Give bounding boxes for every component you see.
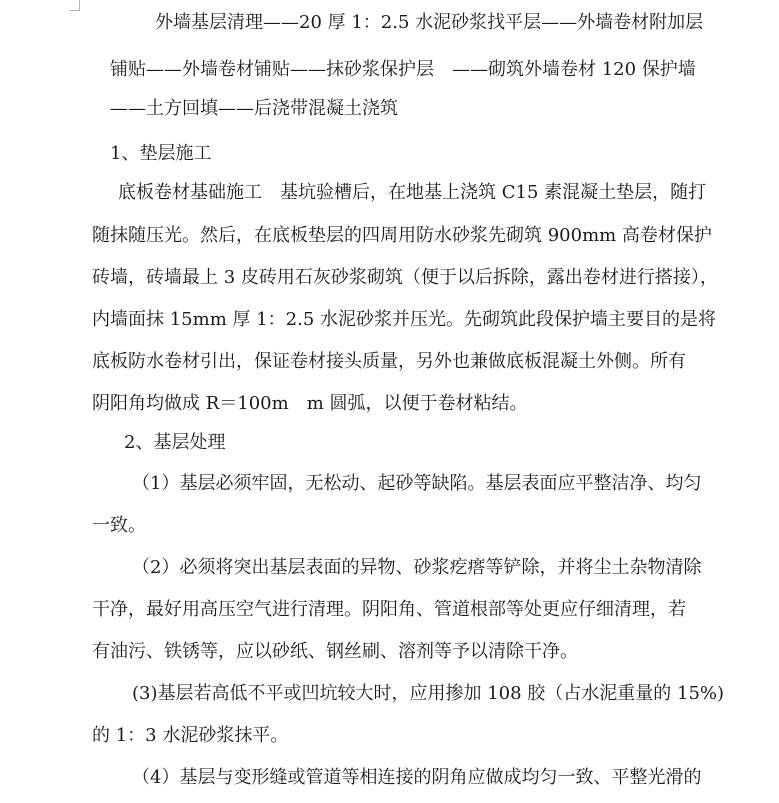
paragraph-line-7: 砖墙，砖墙最上 3 皮砖用石灰砂浆砌筑（便于以后拆除，露出卷材进行搭接），	[92, 267, 718, 288]
paragraph-line-17: (3)基层若高低不平或凹坑较大时，应用掺加 108 胶（占水泥重量的 15%)	[132, 683, 725, 704]
paragraph-line-8: 内墙面抹 15mm 厚 1：2.5 水泥砂浆并压光。先砌筑此段保护墙主要目的是将	[92, 309, 717, 330]
paragraph-line-2: 铺贴——外墙卷材铺贴——抹砂浆保护层 ——砌筑外墙卷材 120 保护墙	[110, 59, 696, 80]
paragraph-line-14: （2）必须将突出基层表面的异物、砂浆疙瘩等铲除，并将尘土杂物清除	[132, 557, 702, 578]
paragraph-line-6: 随抹随压光。然后，在底板垫层的四周用防水砂浆先砌筑 900mm 高卷材保护	[92, 225, 712, 246]
page-corner-mark	[69, 0, 80, 11]
paragraph-line-18: 的 1：3 水泥砂浆抹平。	[92, 725, 289, 746]
paragraph-line-9: 底板防水卷材引出，保证卷材接头质量，另外也兼做底板混凝土外侧。所有	[92, 351, 686, 372]
paragraph-line-10: 阴阳角均做成 R＝100m m 圆弧，以便于卷材粘结。	[92, 393, 528, 414]
paragraph-line-15: 干净，最好用高压空气进行清理。阴阳角、管道根部等处更应仔细清理，若	[92, 599, 686, 620]
section-heading-base-treatment: 2、基层处理	[124, 432, 226, 453]
paragraph-line-19: （4）基层与变形缝或管道等相连接的阴角应做成均匀一致、平整光滑的	[132, 767, 702, 788]
paragraph-line-1: 外墙基层清理——20 厚 1：2.5 水泥砂浆找平层——外墙卷材附加层	[155, 12, 704, 33]
paragraph-line-13: 一致。	[92, 515, 146, 536]
section-heading-cushion: 1、垫层施工	[110, 143, 212, 164]
paragraph-line-16: 有油污、铁锈等，应以砂纸、钢丝刷、溶剂等予以清除干净。	[92, 641, 578, 662]
paragraph-line-5: 底板卷材基础施工 基坑验槽后，在地基上浇筑 C15 素混凝土垫层，随打	[118, 182, 707, 203]
paragraph-line-3: ——土方回填——后浇带混凝土浇筑	[110, 98, 398, 119]
paragraph-line-12: （1）基层必须牢固，无松动、起砂等缺陷。基层表面应平整洁净、均匀	[132, 473, 702, 494]
